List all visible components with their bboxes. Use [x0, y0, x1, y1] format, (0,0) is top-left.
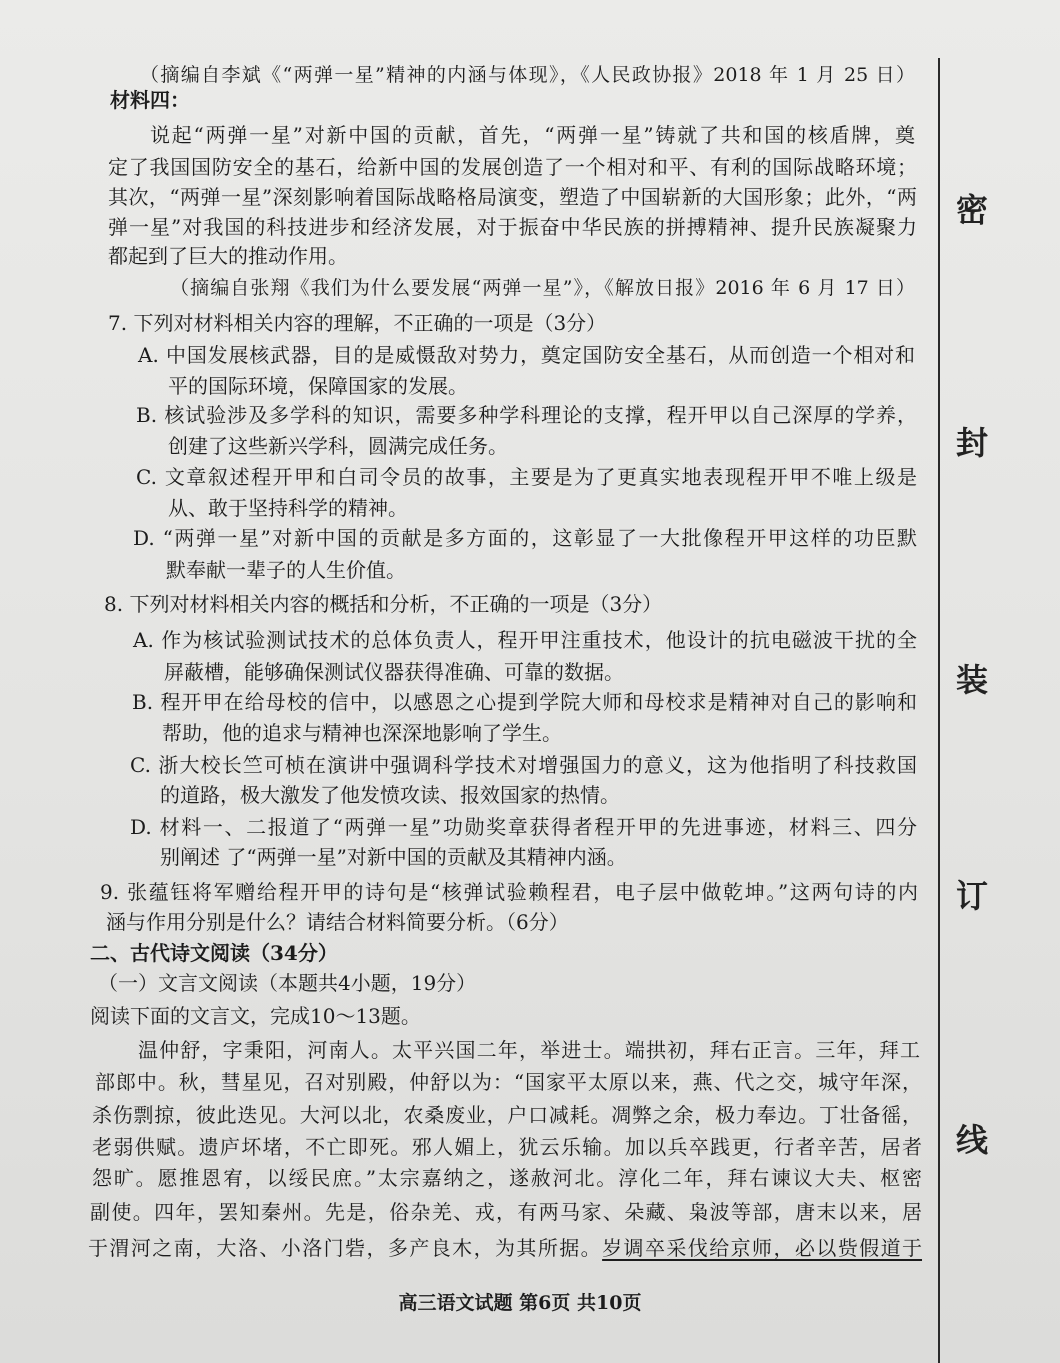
material4-line: 定了我国国防安全的基石，给新中国的发展创造了一个相对和平、有利的国际战略环境； — [108, 155, 917, 179]
material4-line: 弹一星”对我国的科技进步和经济发展，对于振奋中华民族的拼搏精神、提升民族凝聚力 — [108, 215, 917, 239]
passage-line: 温仲舒，字秉阳，河南人。太平兴国二年，举进士。端拱初，拜右正言。三年，拜工 — [138, 1038, 920, 1062]
binding-char-ding: 订 — [955, 877, 988, 915]
material4-line: 其次，“两弹一星”深刻影响着国际战略格局演变，塑造了中国崭新的大国形象；此外，“两 — [108, 185, 917, 209]
section-2-heading: 二、古代诗文阅读（34分） — [90, 941, 338, 965]
binding-char-xian: 线 — [955, 1121, 988, 1159]
question-7-stem: 7. 下列对材料相关内容的理解，不正确的一项是（3分） — [108, 311, 607, 335]
material3-source-note: （摘编自李斌《“两弹一星”精神的内涵与体现》，《人民政协报》2018 年 1 月 25 日） — [140, 64, 915, 86]
passage-line: 副使。四年，罢知秦州。先是，俗杂羌、戎，有两马家、朵藏、枭波等部，唐末以来，居 — [90, 1200, 922, 1224]
question-7-option-c: C. 文章叙述程开甲和白司令员的故事，主要是为了更真实地表现程开甲不唯上级是 — [136, 465, 917, 489]
binding-char-feng: 封 — [955, 424, 988, 462]
question-9-stem: 9. 张蕴钰将军赠给程开甲的诗句是“核弹试验赖程君，电子层中做乾坤。”这两句诗的内 — [100, 880, 918, 904]
binding-char-zhuang: 装 — [955, 661, 988, 699]
question-8-stem: 8. 下列对材料相关内容的概括和分析，不正确的一项是（3分） — [104, 592, 663, 616]
question-7-option-a-cont: 平的国际环境，保障国家的发展。 — [168, 374, 468, 398]
question-7-option-d: D. “两弹一星”对新中国的贡献是多方面的，这彰显了一大批像程开甲这样的功臣默 — [133, 526, 917, 550]
question-7-option-d-cont: 默奉献一辈子的人生价值。 — [166, 558, 406, 582]
material4-line: 都起到了巨大的推动作用。 — [108, 244, 348, 268]
question-7-option-c-cont: 从、敢于坚持科学的精神。 — [168, 496, 408, 520]
question-7-option-a: A. 中国发展核武器，目的是威慑敌对势力，奠定国防安全基石，从而创造一个相对和 — [138, 343, 915, 367]
passage-line-last — [88, 1234, 922, 1262]
question-8-option-a: A. 作为核试验测试技术的总体负责人，程开甲注重技术，他设计的抗电磁波干扰的全 — [133, 628, 917, 652]
section-2-instruction: 阅读下面的文言文，完成10～13题。 — [90, 1004, 421, 1028]
question-8-option-b: B. 程开甲在给母校的信中，以感恩之心提到学院大师和母校求是精神对自己的影响和 — [132, 690, 917, 714]
passage-line: 怨旷。愿推恩宥，以绥民庶。”太宗嘉纳之，遂赦河北。淳化二年，拜右谏议大夫、枢密 — [92, 1166, 922, 1190]
binding-char-mi: 密 — [955, 191, 988, 229]
question-8-option-d: D. 材料一、二报道了“两弹一星”功勋奖章获得者程开甲的先进事迹，材料三、四分 — [130, 815, 917, 839]
question-9-stem-cont: 涵与作用分别是什么？请结合材料简要分析。（6分） — [106, 910, 569, 934]
passage-line: 部郎中。秋，彗星见，召对别殿，仲舒以为：“国家平太原以来，燕、代之交，城守年深， — [95, 1070, 922, 1094]
passage-text: 于渭河之南，大洛、小洛门砦，多产良木，为其所据。 — [88, 1236, 603, 1260]
material4-source-note: （摘编自张翔《我们为什么要发展“两弹一星”》，《解放日报》2016 年 6 月 17 日） — [170, 277, 915, 299]
question-8-option-b-cont: 帮助，他的追求与精神也深深地影响了学生。 — [162, 721, 562, 745]
passage-line: 老弱供赋。遗庐坏堵，不亡即死。邪人媚上，犹云乐输。加以兵卒践更，行者辛苦，居者 — [92, 1135, 922, 1159]
question-7-option-b-cont: 创建了这些新兴学科，圆满完成任务。 — [168, 434, 508, 458]
material4-heading: 材料四： — [110, 88, 190, 112]
binding-line — [938, 58, 940, 1363]
question-8-option-a-cont: 屏蔽槽，能够确保测试仪器获得准确、可靠的数据。 — [164, 660, 624, 684]
question-8-option-c-cont: 的道路，极大激发了他发愤攻读、报效国家的热情。 — [160, 783, 620, 807]
question-8-option-c: C. 浙大校长竺可桢在演讲中强调科学技术对增强国力的意义，这为他指明了科技救国 — [130, 753, 917, 777]
underlined-passage-text: 岁调卒采伐给京师，必以赀假道于 — [602, 1236, 923, 1260]
page-footer: 高三语文试题 第6页 共10页 — [398, 1292, 642, 1314]
section-2-subheading: （一）文言文阅读（本题共4小题，19分） — [98, 971, 477, 995]
question-7-option-b: B. 核试验涉及多学科的知识，需要多种学科理论的支撑，程开甲以自己深厚的学养， — [136, 403, 917, 427]
material4-line: 说起“两弹一星”对新中国的贡献，首先，“两弹一星”铸就了共和国的核盾牌，奠 — [150, 123, 915, 147]
question-8-option-d-cont: 别阐述 了“两弹一星”对新中国的贡献及其精神内涵。 — [160, 845, 627, 869]
passage-line: 杀伤剽掠，彼此迭见。大河以北，农桑废业，户口减耗。凋弊之余，极力奉边。丁壮备徭， — [92, 1103, 922, 1127]
